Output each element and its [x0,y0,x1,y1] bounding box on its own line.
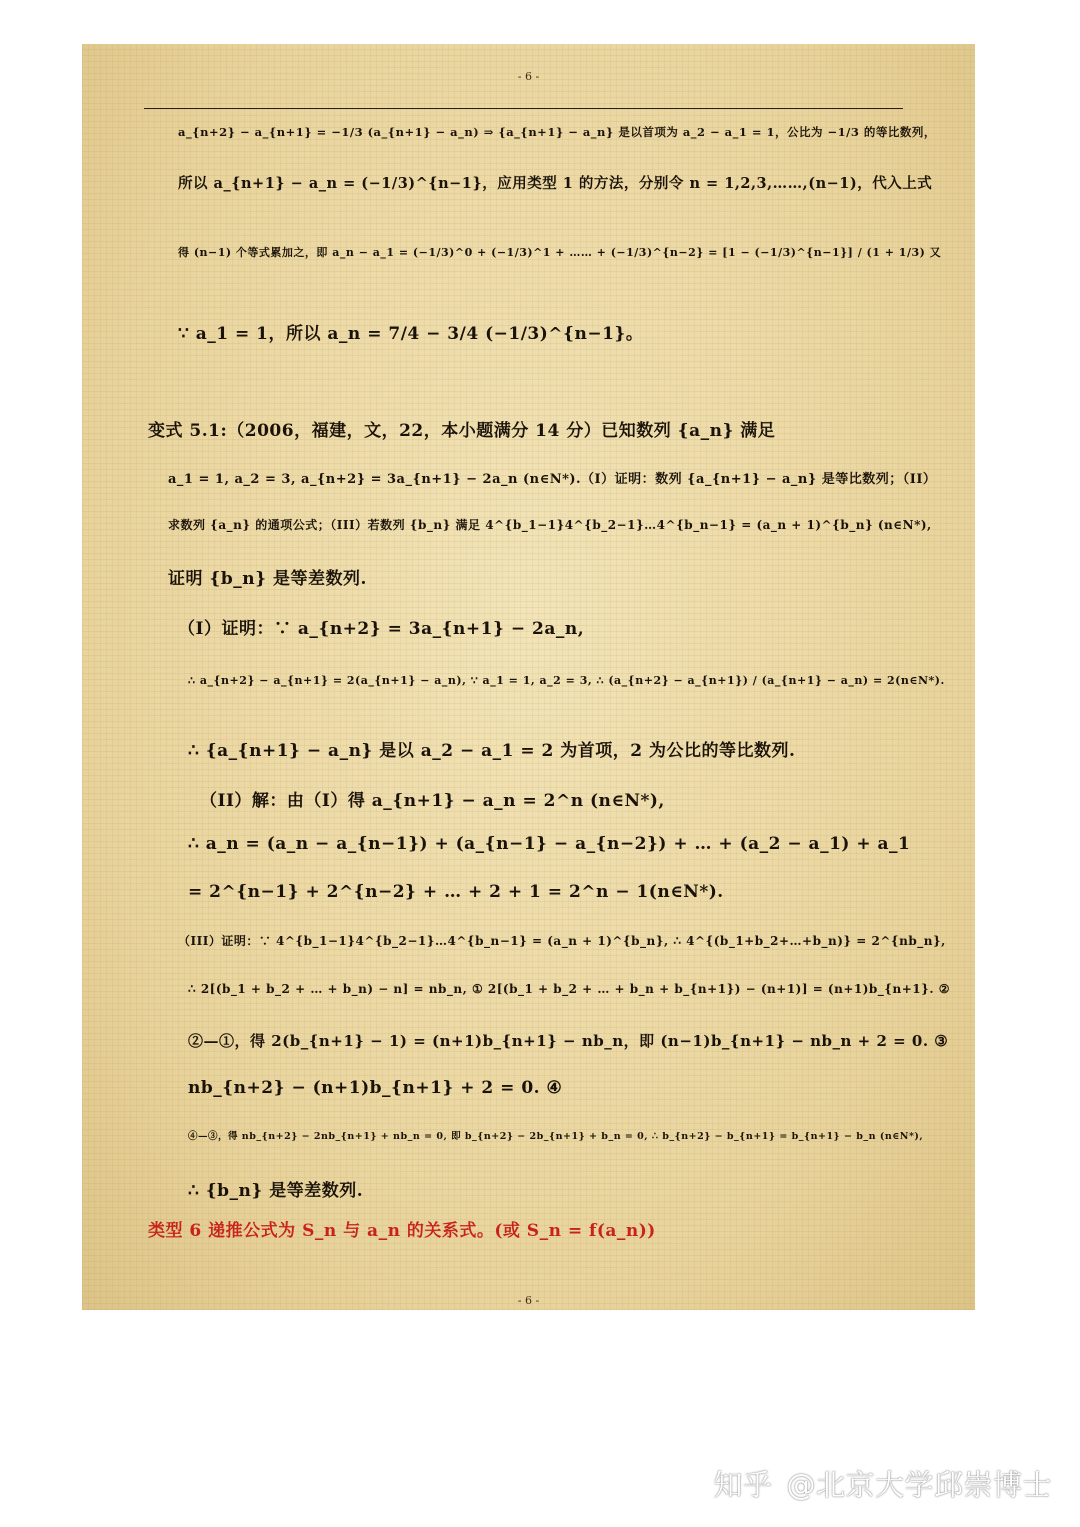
text-line-17: ②—①，得 2(b_{n+1} − 1) = (n+1)b_{n+1} − nb_n，即 (n−1)b_{n+1} − nb_n + 2 = 0. ③ [188,1032,949,1050]
text-line-14: = 2^{n−1} + 2^{n−2} + … + 2 + 1 = 2^n − 1(n∈N*). [188,882,724,902]
watermark [713,1463,1052,1504]
text-line-8: 证明 {b_n} 是等差数列. [168,569,367,589]
text-line-12: （II）解：由（I）得 a_{n+1} − a_n = 2^n (n∈N*), [200,791,665,811]
text-line-4: ∵ a_1 = 1，所以 a_n = 7/4 − 3/4 (−1/3)^{n−1}。 [178,324,644,344]
text-line-7: 求数列 {a_n} 的通项公式；（III）若数列 {b_n} 满足 4^{b_1−1}4^{b_2−1}…4^{b_n−1} = (a_n + 1)^{b_n} (n∈N*), [168,518,932,532]
watermark-author: @北京大学邱崇博士 [786,1468,1052,1502]
document-page [82,44,975,1310]
page-number-bottom: - 6 - [517,1294,540,1307]
header-rule [144,108,903,109]
text-line-19: ④—③，得 nb_{n+2} − 2nb_{n+1} + nb_n = 0, 即 b_{n+2} − 2b_{n+1} + b_n = 0, ∴ b_{n+2} − b_{n+1} = b_{n+1} − b_n (n∈N*), [188,1131,924,1142]
zhihu-logo: 知乎 [713,1468,773,1502]
text-line-13: ∴ a_n = (a_n − a_{n−1}) + (a_{n−1} − a_{n−2}) + … + (a_2 − a_1) + a_1 [188,834,911,854]
text-line-6: a_1 = 1, a_2 = 3, a_{n+2} = 3a_{n+1} − 2a_n (n∈N*).（I）证明：数列 {a_{n+1} − a_n} 是等比数列；（II） [168,472,937,487]
text-line-3: 得 (n−1) 个等式累加之，即 a_n − a_1 = (−1/3)^0 + (−1/3)^1 + …… + (−1/3)^{n−2} = [1 − (−1/3)^{n−1}] / (1 + 1/3) 又 [178,246,942,259]
page-number-top: - 6 - [517,70,540,83]
section-heading-type6: 类型 6 递推公式为 S_n 与 a_n 的关系式。(或 S_n = f(a_n)) [148,1221,656,1241]
text-line-11: ∴ {a_{n+1} − a_n} 是以 a_2 − a_1 = 2 为首项，2 为公比的等比数列. [188,741,796,761]
text-line-20: ∴ {b_n} 是等差数列. [188,1181,364,1201]
text-line-10: ∴ a_{n+2} − a_{n+1} = 2(a_{n+1} − a_n), ∵ a_1 = 1, a_2 = 3, ∴ (a_{n+2} − a_{n+1}) / (a_{n+1} − a_n) = 2(n∈N*). [188,674,945,687]
text-line-1: a_{n+2} − a_{n+1} = −1/3 (a_{n+1} − a_n) ⇒ {a_{n+1} − a_n} 是以首项为 a_2 − a_1 = 1，公比为 −1/3 的等比数列， [178,125,936,139]
text-line-2: 所以 a_{n+1} − a_n = (−1/3)^{n−1}，应用类型 1 的方法，分别令 n = 1,2,3,……,(n−1)，代入上式 [178,175,933,192]
text-line-18: nb_{n+2} − (n+1)b_{n+1} + 2 = 0. ④ [188,1078,563,1098]
text-line-16: ∴ 2[(b_1 + b_2 + … + b_n) − n] = nb_n, ① 2[(b_1 + b_2 + … + b_n + b_{n+1}) − (n+1)] = (n+1)b_{n+1}. ② [188,982,950,996]
text-line-9: （I）证明：∵ a_{n+2} = 3a_{n+1} − 2a_n, [178,619,585,639]
text-line-15: （III）证明：∵ 4^{b_1−1}4^{b_2−1}…4^{b_n−1} = (a_n + 1)^{b_n}, ∴ 4^{(b_1+b_2+…+b_n)} = 2^{nb_n}, [178,934,946,948]
text-line-5: 变式 5.1:（2006，福建，文，22，本小题满分 14 分）已知数列 {a_n} 满足 [148,421,776,441]
